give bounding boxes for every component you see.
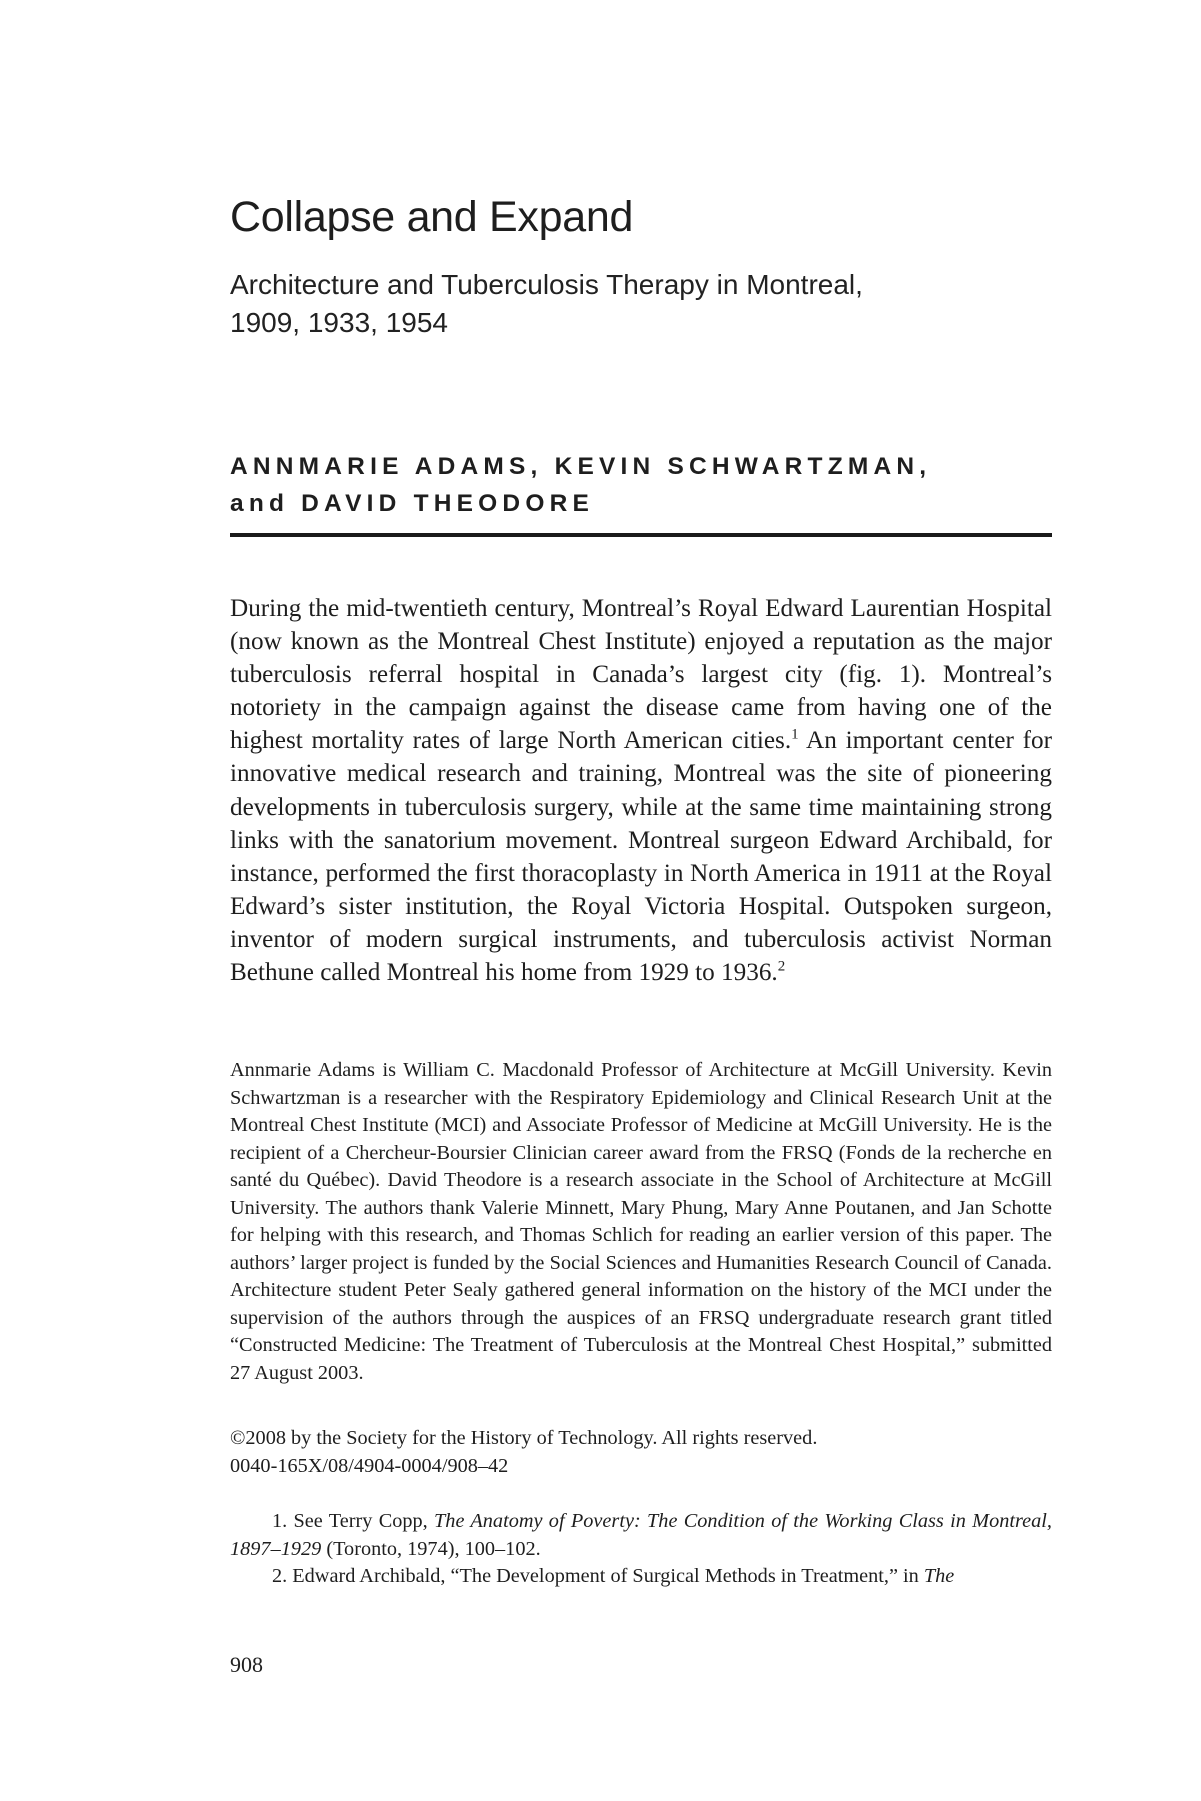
- footnote-1: [230, 1508, 1052, 1563]
- body-text-part-2: An important center for innovative medical research and training, Montreal was the site of pioneering developments in tuberculosis surgery, while at the same time maintaining strong links with the sanatorium movement. Montreal surgeon Edward Archibald, for instance, performed the first thoracoplasty in North America in 1911 at the Royal Edward’s sister institution, the Royal Victoria Hospital. Outspoken surgeon, inventor of modern surgical instruments, and tuberculosis activist Norman Bethune called Montreal his home from 1929 to 1936.: [230, 727, 1052, 987]
- subtitle-line-2: 1909, 1933, 1954: [230, 307, 448, 338]
- body-text-part-1: During the mid-twentieth century, Montreal’s Royal Edward Laurentian Hospital (now known as the Montreal Chest Institute) enjoyed a reputation as the major tuberculosis referral hospital in Canada’s largest city (fig. 1). Montreal’s notoriety in the campaign against the disease came from having one of the highest mortality rates of large North American cities.: [230, 595, 1052, 755]
- footnote-1-citation: (Toronto, 1974), 100–102.: [321, 1537, 541, 1560]
- author-byline-line-1: ANNMARIE ADAMS, KEVIN SCHWARTZMAN,: [230, 453, 932, 480]
- footnote-2: [230, 1563, 1052, 1591]
- issn-line: 0040-165X/08/4904-0004/908–42: [230, 1454, 509, 1477]
- footnote-ref-2[interactable]: 2: [777, 958, 786, 975]
- body-paragraph: [230, 592, 1052, 989]
- footnote-1-text: 1. See Terry Copp,: [272, 1510, 435, 1532]
- author-note: [230, 1057, 1052, 1387]
- footnote-2-text: 2. Edward Archibald, “The Development of Surgical Methods in Treatment,” in: [272, 1565, 924, 1587]
- footnotes: [230, 1508, 1052, 1591]
- article-subtitle: [230, 266, 1052, 342]
- author-byline-line-2: and DAVID THEODORE: [230, 490, 595, 517]
- title-divider-rule: [230, 533, 1052, 537]
- article-title: Collapse and Expand: [230, 193, 634, 241]
- page-number: 908: [230, 1652, 263, 1677]
- subtitle-line-1: Architecture and Tuberculosis Therapy in Montreal,: [230, 269, 863, 300]
- copyright-line: ©2008 by the Society for the History of Technology. All rights reserved.: [230, 1427, 818, 1449]
- opening-paragraph: [230, 592, 1052, 989]
- author-byline: [230, 448, 1052, 522]
- footnote-ref-1[interactable]: 1: [791, 726, 799, 743]
- copyright-block: [230, 1425, 1052, 1480]
- footnote-1-book-title: The Anatomy of Poverty: The Condition of the Working Class in Montreal, 1897–1929: [230, 1510, 1052, 1560]
- footnote-2-book-title: The: [923, 1565, 955, 1587]
- author-note-text: Annmarie Adams is William C. Macdonald Professor of Architecture at McGill University. Kevin Schwartzman is a researcher with the Respiratory Epidemiology and Clinical Research Unit at the Montreal Chest Institute (MCI) and Associate Professor of Medicine at McGill University. He is the recipient of a Chercheur-Boursier Clinician career award from the FRSQ (Fonds de la recherche en santé du Québec). David Theodore is a research associate in the School of Architecture at McGill University. The authors thank Valerie Minnett, Mary Phung, Mary Anne Poutanen, and Jan Schotte for helping with this research, and Thomas Schlich for reading an earlier version of this paper. The authors’ larger project is funded by the Social Sciences and Humanities Research Council of Canada. Architecture student Peter Sealy gathered general information on the history of the MCI under the supervision of the authors through the auspices of an FRSQ undergraduate research grant titled “Constructed Medicine: The Treatment of Tuberculosis at the Montreal Chest Hospital,” submitted 27 August 2003.: [230, 1059, 1052, 1384]
